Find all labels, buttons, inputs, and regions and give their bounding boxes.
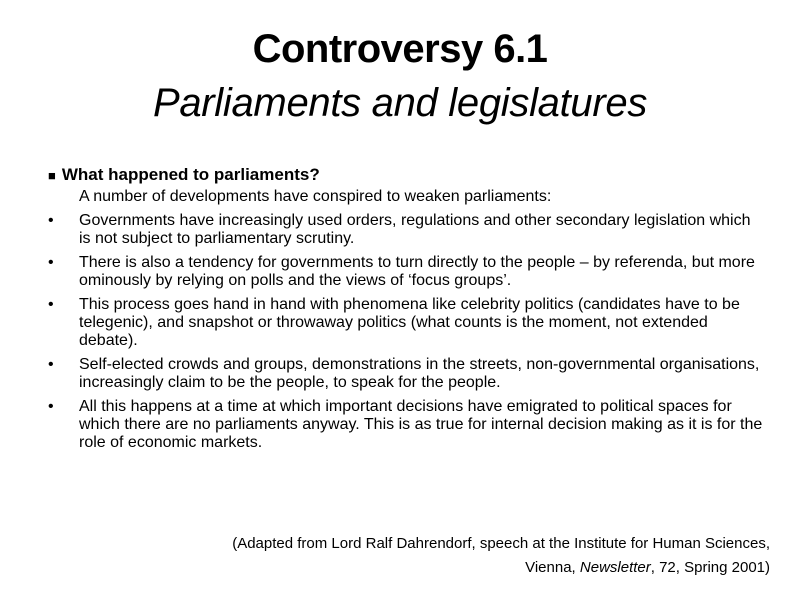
bullet-text: Self-elected crowds and groups, demonstrations in the streets, non-governmental organisations, increasingly claim to be the people, to speak for the people. (79, 356, 760, 391)
source-citation (232, 532, 770, 580)
source-publication: Newsletter (579, 559, 651, 576)
slide-subtitle: Parliaments and legislatures (152, 81, 648, 125)
section-heading (48, 164, 320, 187)
intro-text: A number of developments have conspired to weaken parliaments: (79, 188, 552, 205)
slide-title: Controversy 6.1 (252, 27, 548, 71)
source-line-2 (232, 556, 770, 580)
section-heading-text: What happened to parliaments? (61, 165, 320, 184)
bullet-text: This process goes hand in hand with phenomena like celebrity politics (candidates have to be telegenic), and snapshot or throwaway politics (what counts is the moment, not extended debate). (79, 296, 740, 349)
bullet-dot-icon: • (48, 212, 54, 229)
bullet-item (48, 356, 763, 392)
bullet-list (48, 212, 763, 458)
bullet-dot-icon: • (48, 356, 54, 373)
bullet-dot-icon: • (48, 296, 54, 313)
bullet-text: Governments have increasingly used orders, regulations and other secondary legislation which is not subject to parliamentary scrutiny. (79, 212, 751, 247)
source-line-2-suffix: , 72, Spring 2001) (650, 559, 770, 576)
source-line-2-prefix: Vienna, (525, 559, 580, 576)
bullet-dot-icon: • (48, 398, 54, 415)
bullet-text: All this happens at a time at which important decisions have emigrated to political spaces for which there are no parliaments anyway. This is as true for internal decision making as it is for the role of economic markets. (79, 398, 763, 451)
bullet-item (48, 212, 763, 248)
square-bullet-icon: ■ (48, 168, 56, 183)
source-line-1: (Adapted from Lord Ralf Dahrendorf, speech at the Institute for Human Sciences, (232, 535, 770, 552)
bullet-item (48, 296, 763, 350)
bullet-item (48, 254, 763, 290)
bullet-text: There is also a tendency for governments to turn directly to the people – by referenda, but more ominously by relying on polls and the views of ‘focus groups’. (79, 254, 755, 289)
bullet-dot-icon: • (48, 254, 54, 271)
bullet-item (48, 398, 763, 452)
